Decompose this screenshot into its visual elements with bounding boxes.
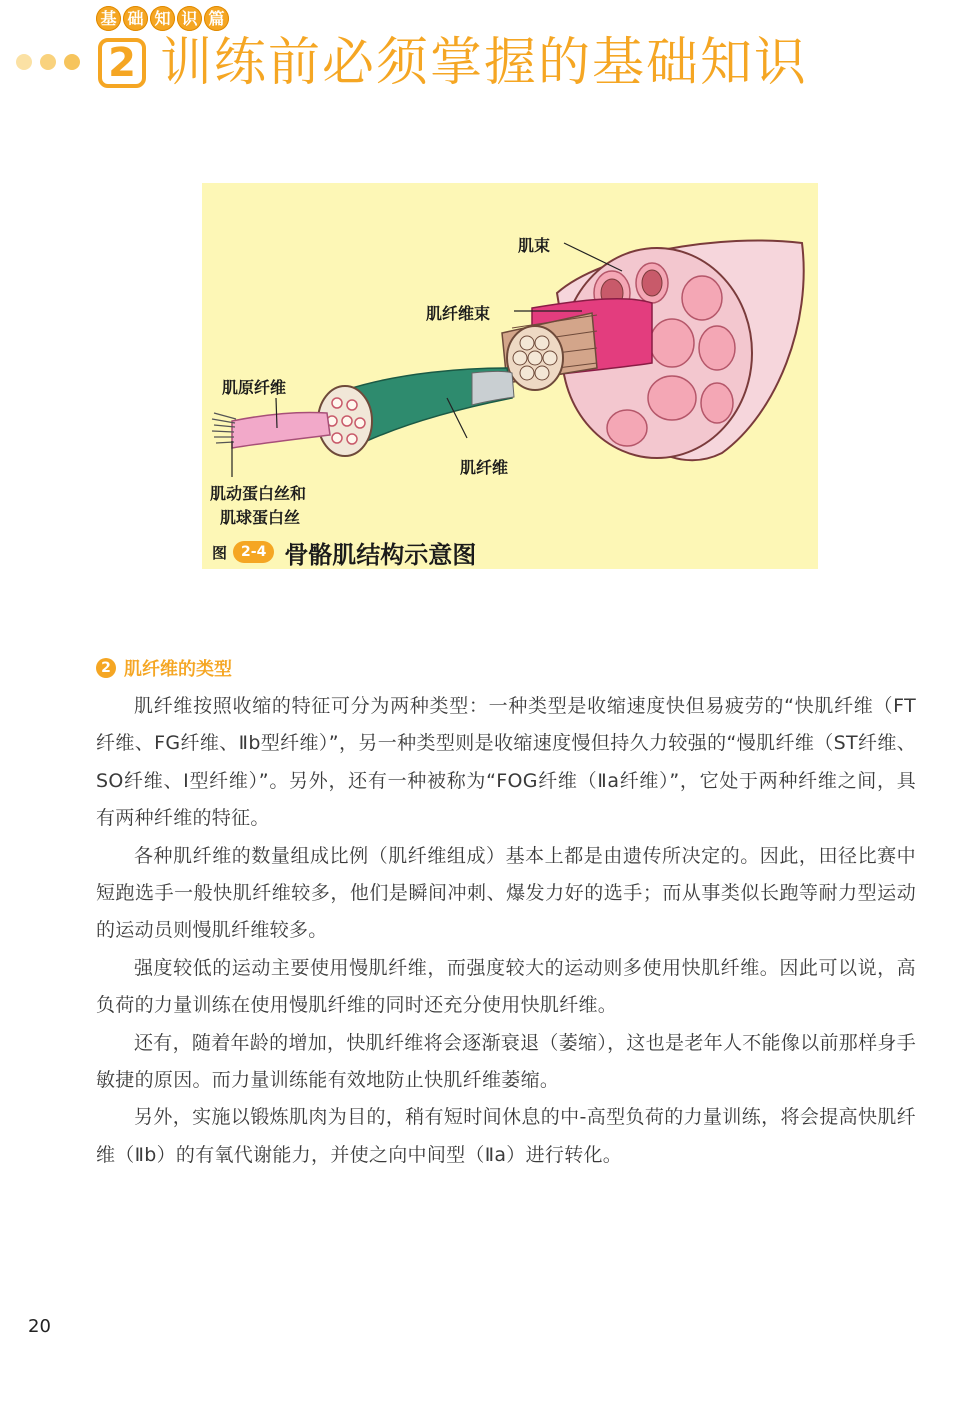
section-tag-char: 础 bbox=[123, 6, 148, 31]
label-fiber: 肌纤维 bbox=[460, 458, 509, 477]
paragraph: 肌纤维按照收缩的特征可分为两种类型：一种类型是收缩速度快但易疲劳的“快肌纤维（FT纤维、FG纤维、Ⅱb型纤维）”，另一种类型则是收缩速度慢但持久力较强的“慢肌纤维（ST纤维、SO纤维、Ⅰ型纤维）”。另外，还有一种被称为“FOG纤维（Ⅱa纤维）”，它处于两种纤维之间，具有两种纤维的特征。 bbox=[96, 695, 916, 830]
section-tag-char: 知 bbox=[150, 6, 175, 31]
section-tag-char: 篇 bbox=[204, 6, 229, 31]
section-heading-text: 肌纤维的类型 bbox=[124, 659, 232, 680]
figure-caption bbox=[212, 537, 476, 567]
chapter-number: 2 bbox=[98, 38, 146, 88]
paragraph: 另外，实施以锻炼肌肉为目的，稍有短时间休息的中-高型负荷的力量训练，将会提高快肌纤维（Ⅱb）的有氧代谢能力，并使之向中间型（Ⅱa）进行转化。 bbox=[96, 1106, 916, 1166]
label-bundle: 肌束 bbox=[518, 236, 551, 255]
body-text bbox=[96, 688, 916, 1174]
paragraph: 各种肌纤维的数量组成比例（肌纤维组成）基本上都是由遗传所决定的。因此，田径比赛中短跑选手一般快肌纤维较多，他们是瞬间冲刺、爆发力好的选手；而从事类似长跑等耐力型运动的运动员则慢肌纤维较多。 bbox=[96, 844, 916, 942]
section-tag bbox=[96, 6, 229, 32]
decorative-dots bbox=[16, 54, 80, 70]
figure-caption-prefix: 图 bbox=[212, 543, 228, 562]
section-heading bbox=[96, 656, 232, 680]
figure-number-badge: 2-4 bbox=[233, 541, 274, 563]
paragraph: 强度较低的运动主要使用慢肌纤维，而强度较大的运动则多使用快肌纤维。因此可以说，高负荷的力量训练在使用慢肌纤维的同时还充分使用快肌纤维。 bbox=[96, 956, 916, 1017]
paragraph: 还有，随着年龄的增加，快肌纤维将会逐渐衰退（萎缩），这也是老年人不能像以前那样身手敏捷的原因。而力量训练能有效地防止快肌纤维萎缩。 bbox=[96, 1031, 916, 1092]
page-number: 20 bbox=[28, 1316, 51, 1337]
label-filaments-line2: 肌球蛋白丝 bbox=[220, 508, 301, 527]
chapter-title: 训练前必须掌握的基础知识 bbox=[160, 33, 809, 93]
figure-title: 骨骼肌结构示意图 bbox=[284, 540, 477, 569]
section-number-badge: 2 bbox=[96, 658, 116, 678]
section-tag-char: 识 bbox=[177, 6, 202, 31]
muscle-structure-figure bbox=[202, 183, 818, 569]
label-myofibril: 肌原纤维 bbox=[222, 378, 287, 397]
section-tag-char: 基 bbox=[96, 6, 121, 31]
label-filaments-line1: 肌动蛋白丝和 bbox=[210, 484, 307, 503]
label-fiber-bundle: 肌纤维束 bbox=[426, 304, 491, 323]
